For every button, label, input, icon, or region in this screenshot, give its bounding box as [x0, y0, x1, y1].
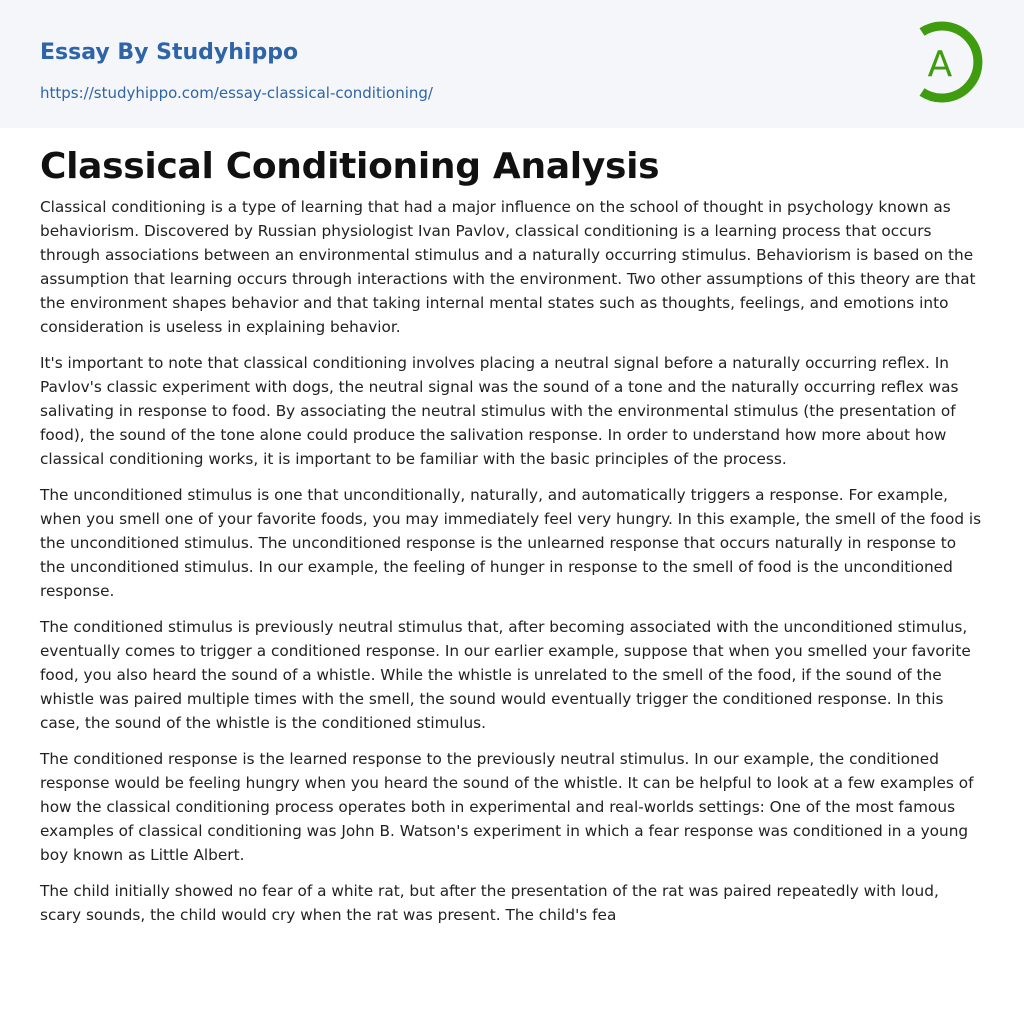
logo-letter: A: [927, 44, 953, 85]
studyhippo-logo-icon: [914, 20, 986, 104]
page-title: Classical Conditioning Analysis: [40, 146, 660, 187]
paragraph: The conditioned response is the learned response to the previously neutral stimulus. In our example, the conditioned response would be feeling hungry when you heard the sound of the whistle. It can be helpful to look at a few examples of how the classical conditioning process operates both in experimental and real-worlds settings: One of the most famous examples of classical conditioning was John B. Watson's experiment in which a fear response was conditioned in a young boy known as Little Albert.: [40, 750, 974, 864]
essay-url-link[interactable]: https://studyhippo.com/essay-classical-conditioning/: [40, 84, 433, 102]
paragraph: It's important to note that classical conditioning involves placing a neutral signal before a naturally occurring reflex. In Pavlov's classic experiment with dogs, the neutral signal was the sound of a tone and the naturally occurring reflex was salivating in response to food. By associating the neutral stimulus with the environmental stimulus (the presentation of food), the sound of the tone alone could produce the salivation response. In order to understand how more about how classical conditioning works, it is important to be familiar with the basic principles of the process.: [40, 354, 959, 468]
paragraph: Classical conditioning is a type of learning that had a major influence on the school of thought in psychology known as behaviorism. Discovered by Russian physiologist Ivan Pavlov, classical conditioning is a learning process that occurs through associations between an environmental stimulus and a naturally occurring stimulus. Behaviorism is based on the assumption that learning occurs through interactions with the environment. Two other assumptions of this theory are that the environment shapes behavior and that taking internal mental states such as thoughts, feelings, and emotions into consideration is useless in explaining behavior.: [40, 198, 976, 336]
paragraph: The conditioned stimulus is previously neutral stimulus that, after becoming associated with the unconditioned stimulus, eventually comes to trigger a conditioned response. In our earlier example, suppose that when you smelled your favorite food, you also heard the sound of a whistle. While the whistle is unrelated to the smell of the food, if the sound of the whistle was paired multiple times with the smell, the sound would eventually trigger the conditioned response. In this case, the sound of the whistle is the conditioned stimulus.: [40, 618, 971, 732]
article: [0, 146, 1024, 927]
brand-title: Essay By Studyhippo: [40, 40, 299, 65]
paragraph: The child initially showed no fear of a white rat, but after the presentation of the rat was paired repeatedly with loud, scary sounds, the child would cry when the rat was present. The child's fea: [40, 882, 939, 924]
paragraph: The unconditioned stimulus is one that unconditionally, naturally, and automatically triggers a response. For example, when you smell one of your favorite foods, you may immediately feel very hungry. In this example, the smell of the food is the unconditioned stimulus. The unconditioned response is the unlearned response that occurs naturally in response to the unconditioned stimulus. In our example, the feeling of hunger in response to the smell of food is the unconditioned response.: [40, 486, 982, 600]
site-header: [0, 0, 1024, 128]
